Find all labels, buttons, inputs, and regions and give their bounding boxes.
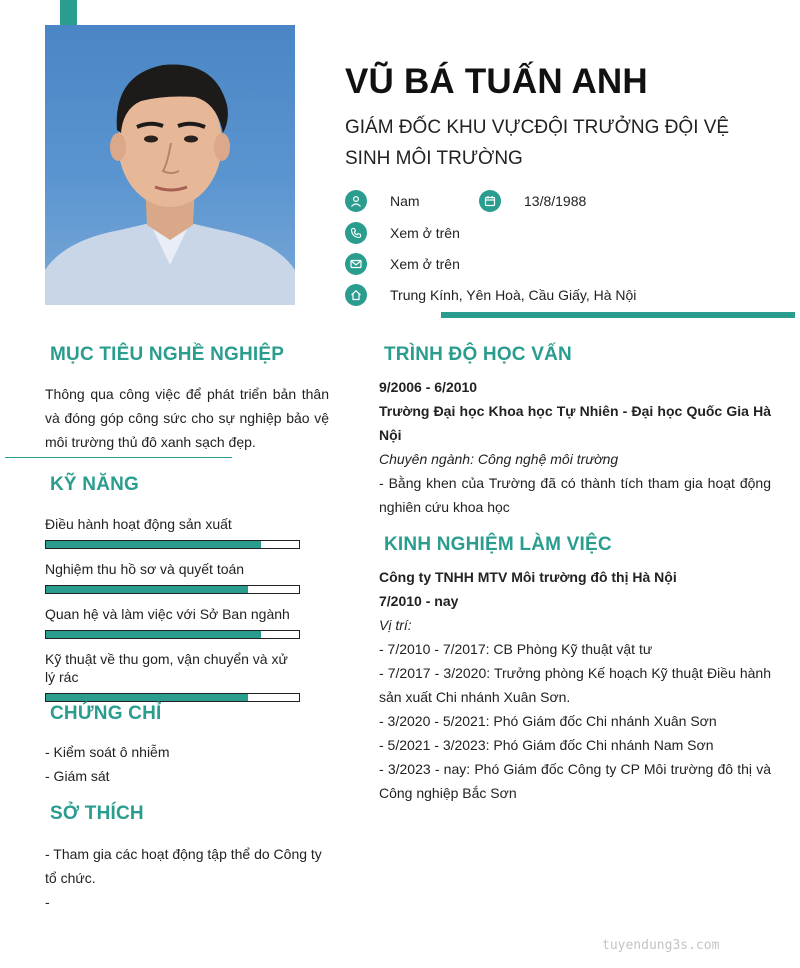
home-icon bbox=[345, 284, 367, 306]
education-period: 9/2006 - 6/2010 bbox=[379, 379, 478, 395]
education-note: - Bằng khen của Trường đã có thành tích tham gia hoạt động nghiên cứu khoa học bbox=[379, 475, 771, 515]
watermark: tuyendung3s.com bbox=[602, 938, 720, 953]
experience-role: - 7/2017 - 3/2020: Trưởng phòng Kế hoạch Kỹ thuật Điều hành sản xuất Chi nhánh Xuân Sơn. bbox=[379, 665, 771, 705]
phone-value: Xem ở trên bbox=[390, 225, 460, 241]
hobbies-extra: - bbox=[45, 894, 50, 910]
skill-bar bbox=[45, 630, 300, 639]
skill-fill bbox=[46, 541, 261, 548]
experience-role: - 7/2010 - 7/2017: CB Phòng Kỹ thuật vật tư bbox=[379, 641, 653, 657]
gender-value: Nam bbox=[390, 193, 420, 209]
email-value: Xem ở trên bbox=[390, 256, 460, 272]
experience-role: - 5/2021 - 3/2023: Phó Giám đốc Chi nhánh Nam Sơn bbox=[379, 737, 714, 753]
skill-fill bbox=[46, 631, 261, 638]
email-row bbox=[345, 253, 460, 275]
skill-label: Điều hành hoạt động sản xuất bbox=[45, 516, 232, 532]
skill-fill bbox=[46, 586, 248, 593]
skill-fill bbox=[46, 694, 248, 701]
left-divider bbox=[5, 457, 232, 458]
hobbies-text: - Tham gia các hoạt động tập thể do Công ty tổ chức. bbox=[45, 846, 322, 886]
experience-role: - 3/2020 - 5/2021: Phó Giám đốc Chi nhánh Xuân Sơn bbox=[379, 713, 717, 729]
skill-item bbox=[45, 605, 300, 639]
gender-row bbox=[345, 190, 420, 212]
education-major: Chuyên ngành: Công nghệ môi trường bbox=[379, 451, 619, 467]
skill-bar bbox=[45, 693, 300, 702]
skill-item bbox=[45, 515, 300, 549]
header-divider bbox=[441, 312, 795, 318]
phone-row bbox=[345, 222, 460, 244]
skill-label: Quan hệ và làm việc với Sở Ban ngành bbox=[45, 606, 290, 622]
job-title: GIÁM ĐỐC KHU VỰCĐỘI TRƯỞNG ĐỘI VỆ SINH MÔI TRƯỜNG bbox=[345, 117, 730, 169]
candidate-name: VŨ BÁ TUẤN ANH bbox=[345, 62, 648, 101]
birthday-row bbox=[479, 190, 586, 212]
skill-label: Kỹ thuật về thu gom, vận chuyển và xử lý rác bbox=[45, 651, 288, 685]
skills-title: KỸ NĂNG bbox=[50, 474, 140, 495]
address-value: Trung Kính, Yên Hoà, Cầu Giấy, Hà Nội bbox=[390, 287, 637, 303]
experience-period: 7/2010 - nay bbox=[379, 593, 459, 609]
address-row bbox=[345, 284, 636, 306]
education-school: Trường Đại học Khoa học Tự Nhiên - Đại học Quốc Gia Hà Nội bbox=[379, 403, 771, 443]
skill-bar bbox=[45, 540, 300, 549]
birthday-value: 13/8/1988 bbox=[524, 193, 587, 209]
user-icon bbox=[345, 190, 367, 212]
skill-item bbox=[45, 560, 300, 594]
phone-icon bbox=[345, 222, 367, 244]
certificate-item: - Kiểm soát ô nhiễm bbox=[45, 744, 170, 760]
certificates-title: CHỨNG CHỈ bbox=[50, 703, 162, 724]
objective-title: MỤC TIÊU NGHỀ NGHIỆP bbox=[50, 344, 285, 365]
skill-item bbox=[45, 650, 300, 702]
calendar-icon bbox=[479, 190, 501, 212]
skill-bar bbox=[45, 585, 300, 594]
certificate-item: - Giám sát bbox=[45, 768, 110, 784]
experience-title: KINH NGHIỆM LÀM VIỆC bbox=[384, 534, 612, 555]
education-title: TRÌNH ĐỘ HỌC VẤN bbox=[384, 344, 572, 365]
hobbies-title: SỞ THÍCH bbox=[50, 803, 144, 824]
experience-position-label: Vị trí: bbox=[379, 617, 412, 633]
objective-text: Thông qua công việc để phát triển bản thân và đóng góp công sức cho sự nghiệp bảo vệ môi trường thủ đô xanh sạch đẹp. bbox=[45, 386, 329, 450]
profile-photo bbox=[45, 25, 295, 305]
email-icon bbox=[345, 253, 367, 275]
experience-role: - 3/2023 - nay: Phó Giám đốc Công ty CP Môi trường đô thị và Công nghiệp Bắc Sơn bbox=[379, 761, 771, 801]
experience-company: Công ty TNHH MTV Môi trường đô thị Hà Nội bbox=[379, 569, 677, 585]
skill-label: Nghiệm thu hồ sơ và quyết toán bbox=[45, 561, 245, 577]
